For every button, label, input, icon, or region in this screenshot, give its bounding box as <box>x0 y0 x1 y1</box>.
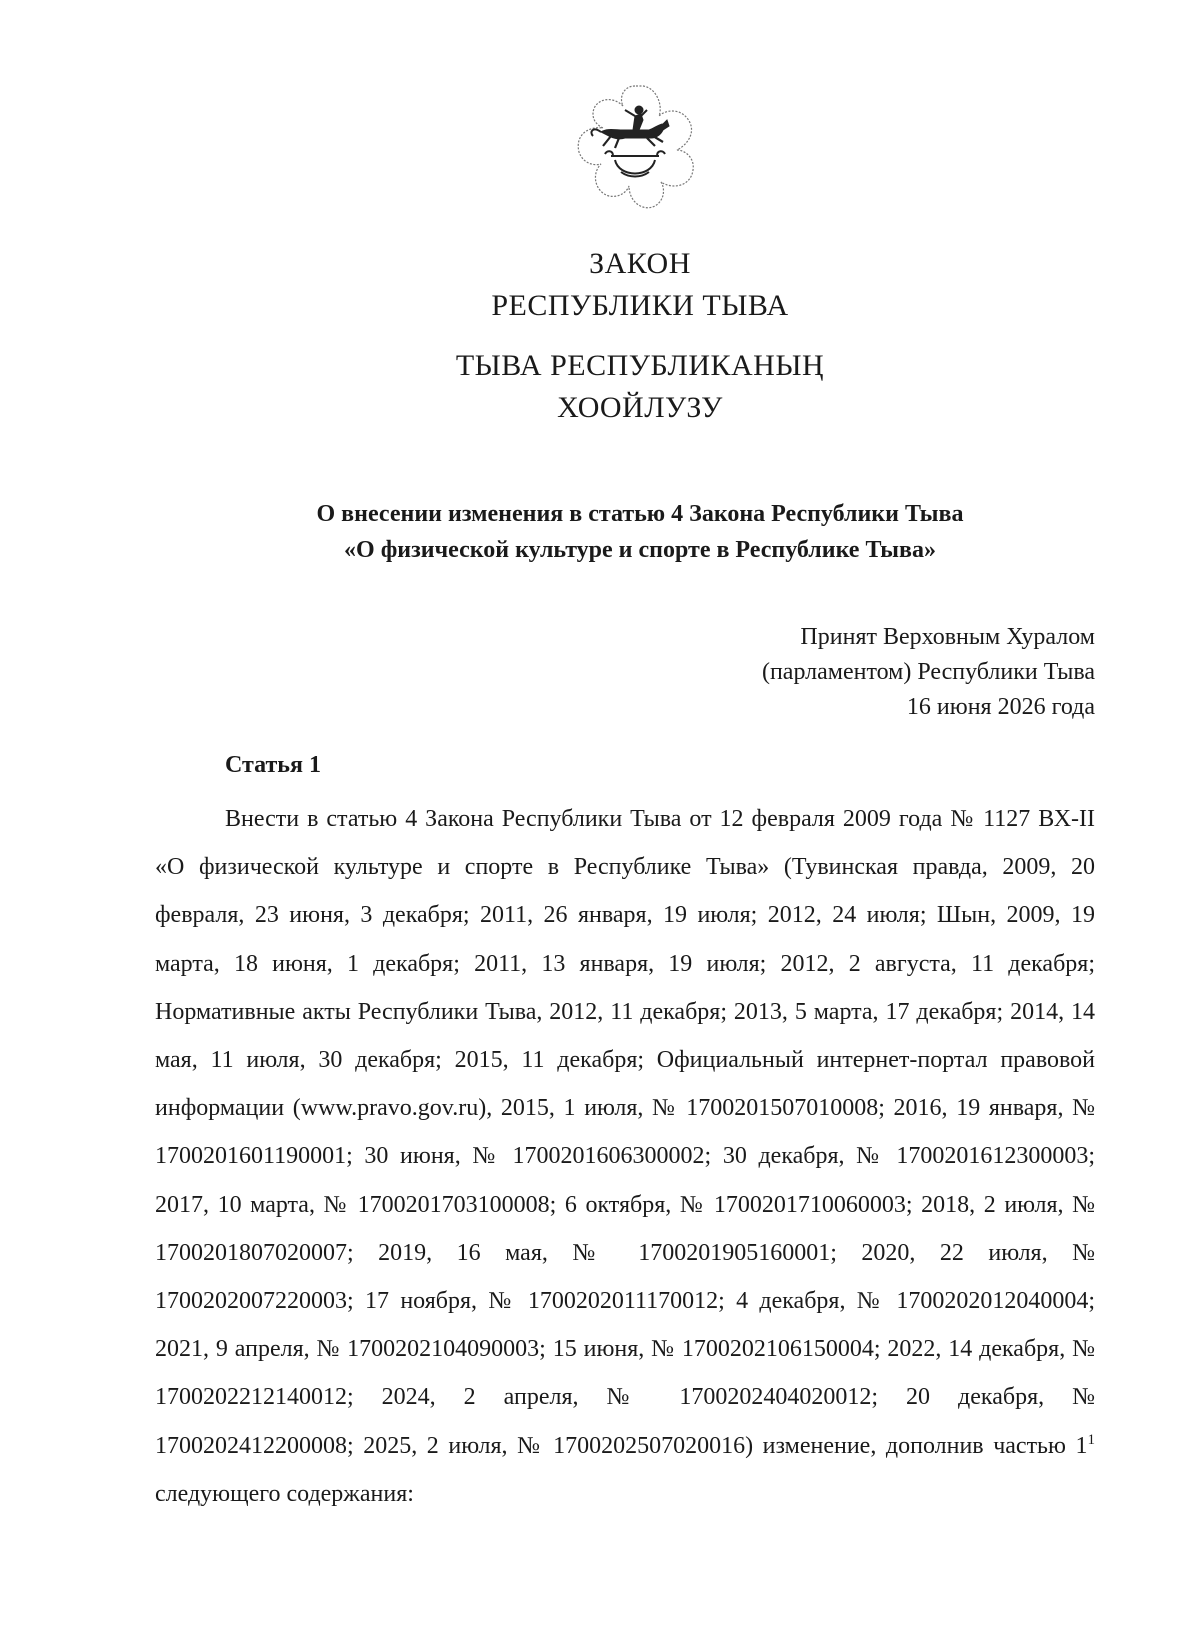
title-tyv-line1: ТЫВА РЕСПУБЛИКАНЫҢ <box>455 349 825 382</box>
coat-of-arms-emblem-icon <box>563 80 708 220</box>
law-title-line2: «О физической культуре и спорте в Республике Тыва» <box>344 537 936 563</box>
article-body-superscript: 1 <box>1087 1431 1095 1448</box>
article-body-tail: следующего содержания: <box>155 1480 414 1507</box>
adoption-line1: Принят Верховным Хуралом <box>800 624 1095 650</box>
adoption-line2: (парламентом) Республики Тыва <box>761 659 1095 685</box>
title-ru-line2: РЕСПУБЛИКИ ТЫВА <box>491 289 789 322</box>
article-heading: Статья 1 <box>225 752 321 778</box>
title-ru-line1: ЗАКОН <box>589 247 691 280</box>
article-body-main: Внести в статью 4 Закона Республики Тыва от 12 февраля 2009 года № 1127 ВХ-II «О физической культуре и спорте в Республике Тыва» (Тувинская правда, 2009, 20 февраля, 23 июня, 3 декабря; 2011, 26 января, 19 июля; 2012, 24 июля; Шын, 2009, 19 марта, 18 июня, 1 декабря; 2011, 13 января, 19 июля; 2012, 2 августа, 11 декабря; Нормативные акты Республики Тыва, 2012, 11 декабря; 2013, 5 марта, 17 декабря; 2014, 14 мая, 11 июля, 30 декабря; 2015, 11 декабря; Официальный интернет-портал правовой информации (www.pravo.gov.ru), 2015, 1 июля, № 1700201507010008; 2016, 19 января, № 1700201601190001; 30 июня, № 1700201606300002; 30 декабря, № 1700201612300003; 2017, 10 марта, № 1700201703100008; 6 октября, № 1700201710060003; 2018, 2 июля, № 1700201807020007; 2019, 16 мая, № 1700201905160001; 2020, 22 июля, № 1700202007220003; 17 ноября, № 1700202011170012; 4 декабря, № 1700202012040004; 2021, 9 апреля, № 1700202104090003; 15 июня, № 1700202106150004; 2022, 14 декабря, № 1700202212140012; 2024, 2 апреля, № 1700202404020012; 20 декабря, № 1700202412200008; 2025, 2 июля, № 1700202507020016) изменение, дополнив частью 1 <box>155 806 1095 1459</box>
article-body <box>155 795 1095 1518</box>
adoption-block <box>762 620 1095 725</box>
title-tyv-line2: ХООЙЛУЗУ <box>557 391 723 424</box>
adoption-date: 16 июня 2026 года <box>906 694 1095 720</box>
law-title-line1: О внесении изменения в статью 4 Закона Республики Тыва <box>316 501 964 527</box>
